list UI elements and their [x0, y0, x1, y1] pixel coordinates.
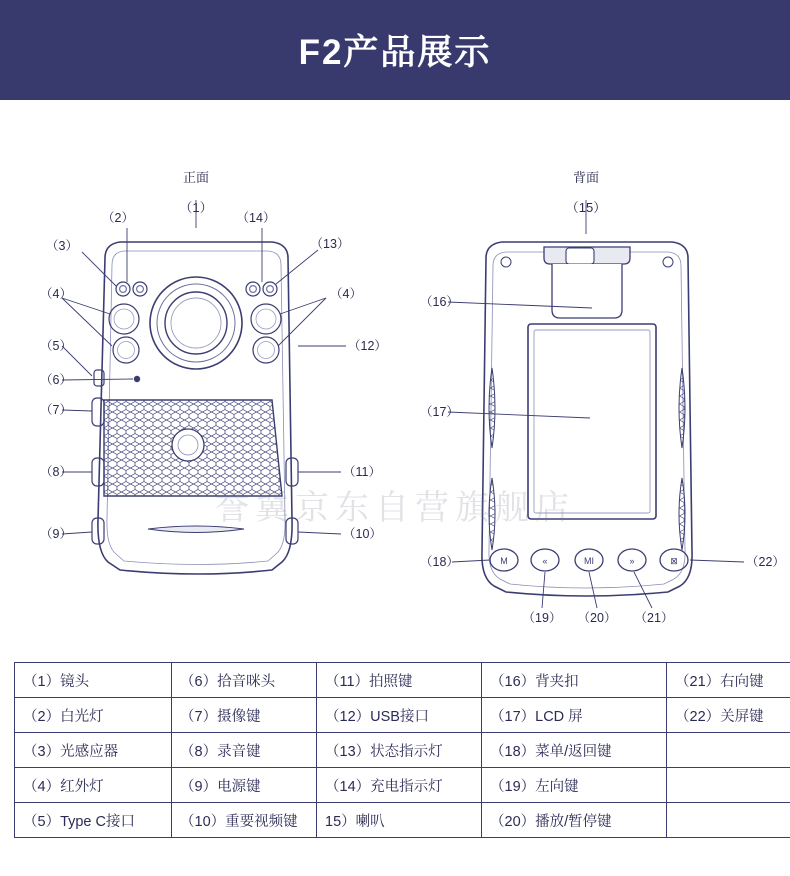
legend-cell: （9）电源键 — [172, 768, 317, 803]
legend-cell: （7）摄像键 — [172, 698, 317, 733]
page-header — [0, 0, 790, 100]
legend-cell: （13）状态指示灯 — [317, 733, 482, 768]
back-view-number: （15） — [565, 200, 607, 215]
front-microphone — [134, 376, 140, 382]
back-lcd-screen — [528, 324, 656, 519]
table-row — [15, 663, 790, 698]
legend-cell: （21）右向键 — [667, 663, 790, 698]
legend-cell: （19）左向键 — [482, 768, 667, 803]
table-row — [15, 768, 790, 803]
watermark-text: 誉冀京东自营旗舰店 — [215, 489, 575, 527]
callout-11: （11） — [343, 465, 381, 479]
legend-cell — [667, 768, 790, 803]
legend-cell: （11）拍照键 — [317, 663, 482, 698]
svg-text:»: » — [629, 556, 635, 566]
legend-cell: （6）拾音咪头 — [172, 663, 317, 698]
callout-5: （5） — [40, 339, 72, 353]
legend-cell: （8）录音键 — [172, 733, 317, 768]
legend-cell: （12）USB接口 — [317, 698, 482, 733]
page-title: F2产品展示 — [298, 33, 492, 72]
callout-17: （17） — [420, 405, 459, 419]
legend-cell: 15）喇叭 — [317, 803, 482, 838]
callout-21: （21） — [634, 611, 674, 625]
callout-10: （10） — [343, 527, 382, 541]
front-lens — [150, 277, 242, 369]
legend-cell — [667, 733, 790, 768]
table-row — [15, 733, 790, 768]
legend-cell: （2）白光灯 — [15, 698, 172, 733]
callout-6: （6） — [40, 373, 72, 387]
callout-19: （19） — [522, 611, 562, 625]
svg-text:MI: MI — [584, 556, 594, 566]
callout-3: （3） — [46, 239, 78, 253]
table-row — [15, 698, 790, 733]
diagram-captions — [179, 170, 606, 215]
callout-18: （18） — [420, 555, 459, 569]
legend-cell: （18）菜单/返回键 — [482, 733, 667, 768]
callout-20: （20） — [577, 611, 617, 625]
legend-cell: （4）红外灯 — [15, 768, 172, 803]
legend-cell: （14）充电指示灯 — [317, 768, 482, 803]
legend-cell: （3）光感应器 — [15, 733, 172, 768]
front-view-number: （1） — [179, 200, 213, 215]
callout-4-left: （4） — [40, 287, 72, 301]
back-view-caption: 背面 — [572, 170, 600, 185]
parts-legend-table — [14, 662, 790, 838]
legend-cell: （1）镜头 — [15, 663, 172, 698]
callout-9: （9） — [40, 527, 72, 541]
svg-text:M: M — [500, 556, 508, 566]
table-row — [15, 803, 790, 838]
callout-22: （22） — [746, 555, 785, 569]
front-speaker-grille — [104, 400, 282, 496]
legend-cell: （5）Type C接口 — [15, 803, 172, 838]
front-view-caption: 正面 — [182, 170, 210, 185]
callout-7: （7） — [40, 403, 72, 417]
svg-text:«: « — [542, 556, 548, 566]
product-diagram — [0, 100, 790, 645]
legend-cell: （17）LCD 屏 — [482, 698, 667, 733]
legend-cell: （20）播放/暂停键 — [482, 803, 667, 838]
callout-12: （12） — [348, 339, 387, 353]
callout-8: （8） — [40, 465, 72, 479]
legend-cell: （10）重要视频键 — [172, 803, 317, 838]
legend-cell: （16）背夹扣 — [482, 663, 667, 698]
callout-14: （14） — [236, 211, 276, 225]
callout-2: （2） — [102, 211, 134, 225]
callout-16: （16） — [420, 295, 459, 309]
legend-cell: （22）关屏键 — [667, 698, 790, 733]
callout-4-right: （4） — [330, 287, 362, 301]
callout-13: （13） — [310, 237, 350, 251]
svg-text:⊠: ⊠ — [670, 556, 678, 566]
legend-cell — [667, 803, 790, 838]
